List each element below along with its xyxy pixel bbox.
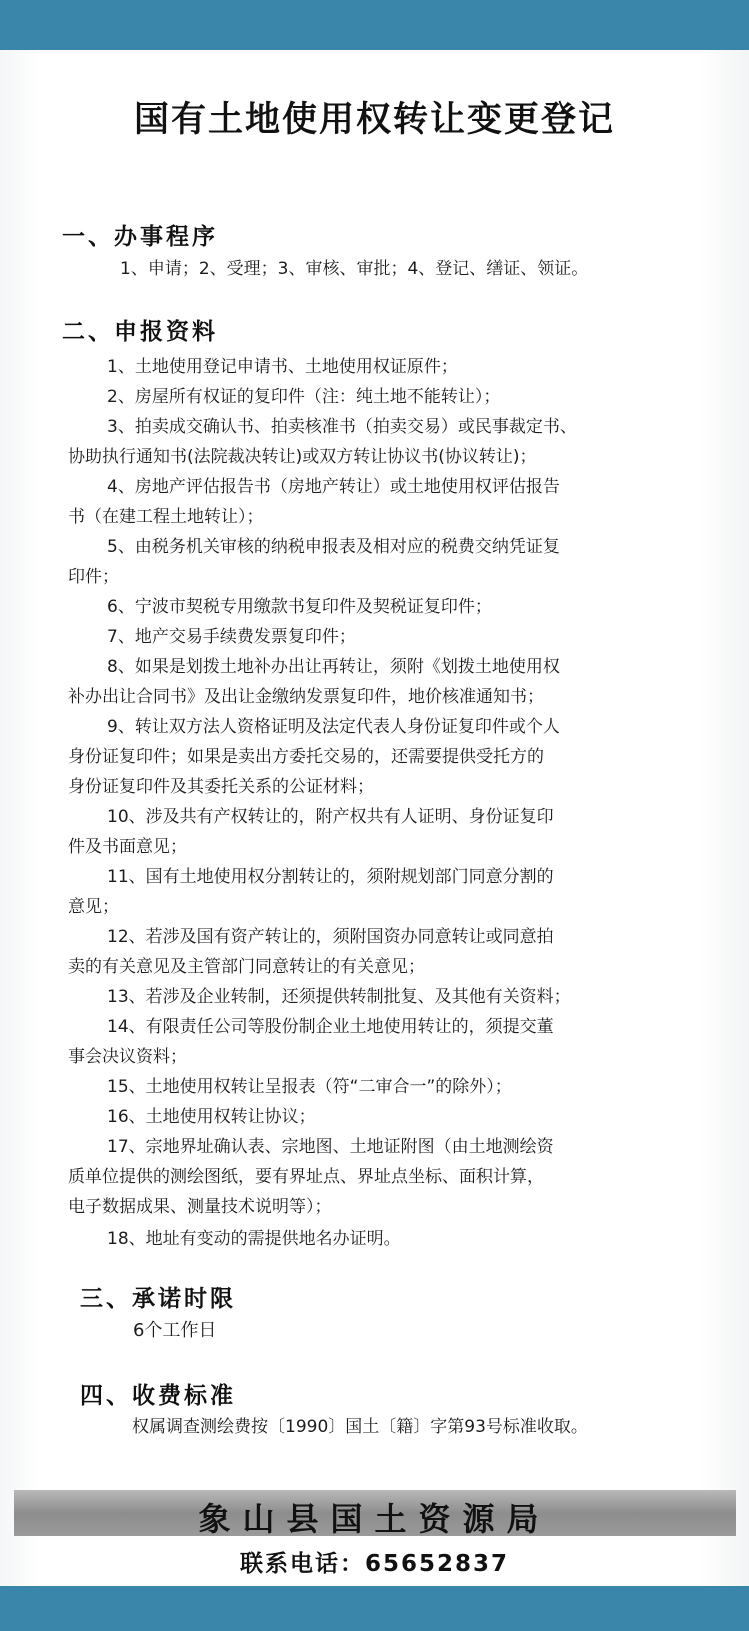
materials-line: 件及书面意见；	[68, 837, 187, 857]
section-heading-materials: 二、申报资料	[62, 319, 218, 345]
materials-line: 16、土地使用权转让协议；	[107, 1107, 316, 1127]
materials-line: 协助执行通知书(法院裁决转让)或双方转让协议书(协议转让)；	[68, 447, 537, 467]
materials-line: 身份证复印件；如果是卖出方委托交易的，还需要提供受托方的	[68, 747, 544, 767]
section-heading-fee: 四、收费标准	[80, 1383, 236, 1409]
materials-line: 事会决议资料；	[68, 1047, 187, 1067]
materials-line: 10、涉及共有产权转让的，附产权共有人证明、身份证复印	[107, 807, 554, 827]
materials-line: 8、如果是划拨土地补办出让再转让，须附《划拨土地使用权	[107, 657, 560, 677]
top-color-band	[0, 0, 749, 50]
materials-line: 13、若涉及企业转制，还须提供转制批复、及其他有关资料；	[107, 987, 571, 1007]
materials-line: 身份证复印件及其委托关系的公证材料；	[68, 777, 374, 797]
materials-line: 9、转让双方法人资格证明及法定代表人身份证复印件或个人	[107, 717, 560, 737]
materials-line: 18、地址有变动的需提供地名办证明。	[107, 1229, 401, 1249]
materials-line: 1、土地使用登记申请书、土地使用权证原件；	[107, 357, 458, 377]
materials-line: 质单位提供的测绘图纸，要有界址点、界址点坐标、面积计算，	[68, 1167, 544, 1187]
materials-line: 印件；	[68, 567, 119, 587]
materials-line: 15、土地使用权转让呈报表（符“二审合一”的除外）；	[107, 1077, 512, 1097]
materials-line: 17、宗地界址确认表、宗地图、土地证附图（由土地测绘资	[107, 1137, 554, 1157]
materials-line: 卖的有关意见及主管部门同意转让的有关意见；	[68, 957, 425, 977]
time-limit-value: 6个工作日	[133, 1320, 217, 1341]
materials-line: 14、有限责任公司等股份制企业土地使用转让的，须提交董	[107, 1017, 554, 1037]
materials-line: 意见；	[68, 897, 119, 917]
document-title: 国有土地使用权转让变更登记	[133, 100, 615, 140]
materials-line: 7、地产交易手续费发票复印件；	[107, 627, 356, 647]
materials-line: 电子数据成果、测量技术说明等）；	[68, 1197, 332, 1217]
materials-line: 4、房地产评估报告书（房地产转让）或土地使用权评估报告	[107, 477, 560, 497]
materials-line: 11、国有土地使用权分割转让的，须附规划部门同意分割的	[107, 867, 554, 887]
procedure-line: 1、申请；2、受理；3、审核、审批；4、登记、缮证、领证。	[120, 259, 589, 279]
materials-line: 5、由税务机关审核的纳税申报表及相对应的税费交纳凭证复	[107, 537, 560, 557]
fee-standard-line: 权属调查测绘费按〔1990〕国土〔籍〕字第93号标准收取。	[132, 1417, 588, 1437]
materials-line: 书（在建工程土地转让）；	[68, 507, 264, 527]
section-heading-time-limit: 三、承诺时限	[80, 1286, 236, 1312]
contact-phone: 联系电话：65652837	[239, 1551, 510, 1577]
section-heading-procedure: 一、办事程序	[62, 224, 218, 250]
bottom-color-band	[0, 1586, 749, 1631]
materials-line: 6、宁波市契税专用缴款书复印件及契税证复印件；	[107, 597, 492, 617]
materials-line: 补办出让合同书》及出让金缴纳发票复印件，地价核准通知书；	[68, 687, 544, 707]
materials-line: 12、若涉及国有资产转让的，须附国资办同意转让或同意拍	[107, 927, 554, 947]
organization-name: 象山县国土资源局	[198, 1500, 551, 1538]
materials-line: 3、拍卖成交确认书、拍卖核准书（拍卖交易）或民事裁定书、	[107, 417, 577, 437]
materials-line: 2、房屋所有权证的复印件（注：纯土地不能转让）；	[107, 387, 501, 407]
